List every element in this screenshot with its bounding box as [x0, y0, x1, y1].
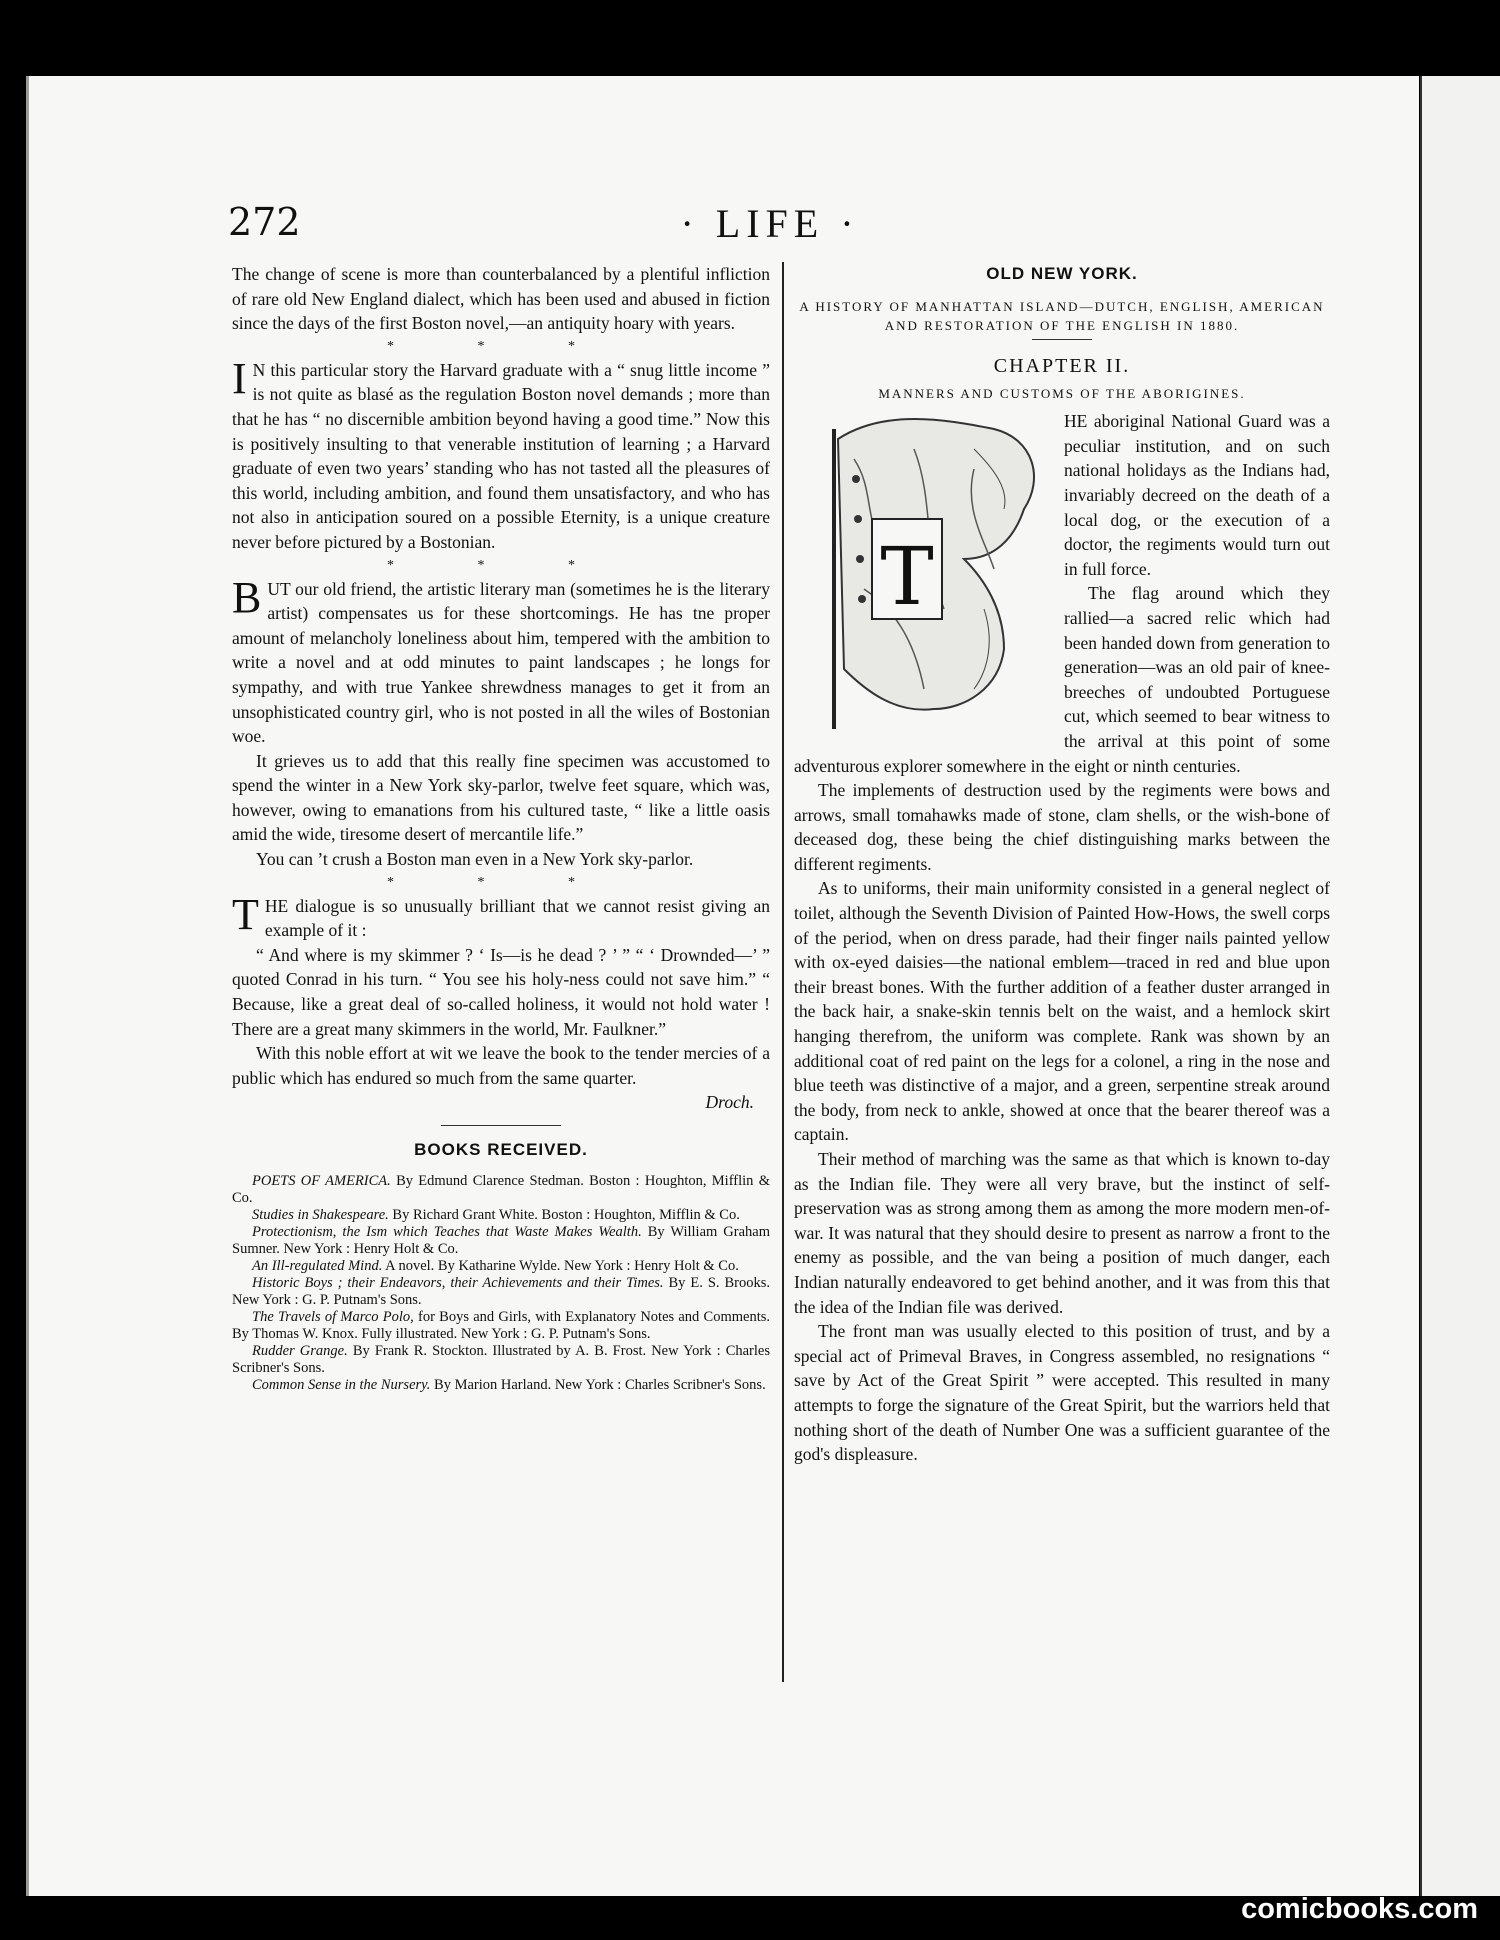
paragraph-text: N this particular story the Harvard graduate with a “ snug little income ” is not quite as blasé as the regulation Boston novel demands ; more than that he has “ no discernible ambition beyond having a good time.” Now this is positively insulting to that venerable institution of learning ; a Harvard graduate of even two years’ standing who has not tasted all the pleasures of this world, including ambition, and found them unsatisfactory, and who has not also in anticipation soured on a possible Eternity, is a unique creature never before pictured by a Bostonian.: [232, 359, 770, 552]
book-details: By Richard Grant White. Boston : Houghton, Mifflin & Co.: [388, 1206, 740, 1223]
drop-cap: I: [232, 353, 247, 403]
column-rule: [782, 262, 784, 1682]
article-heading: OLD NEW YORK.: [986, 264, 1138, 283]
paragraph: It grieves us to add that this really fine specimen was accustomed to spend the winter in a New York sky-parlor, twelve feet square, which was, however, owing to emanations from his cultured taste, “ like a little oasis amid the wide, tiresome desert of mercantile life.”: [232, 750, 770, 845]
book-title: Historic Boys ; their Endeavors, their Achievements and their Times.: [252, 1274, 664, 1291]
book-entry: [232, 1207, 770, 1224]
paragraph: The change of scene is more than counterbalanced by a plentiful infliction of rare old New England dialect, which has been used and abused in fiction since the days of the first Boston novel,—an antiquity hoary with years.: [232, 264, 770, 334]
book-title: Common Sense in the Nursery.: [252, 1376, 431, 1393]
book-entry: [232, 1258, 770, 1275]
paragraph: “ And where is my skimmer ? ‘ Is—is he dead ? ’ ” “ ‘ Drownded—’ ” quoted Conrad in his turn. “ You see his holy-ness could not save him.” “ Because, like a great deal of so-called holiness, it would not hold water ! There are a great many skimmers in the world, Mr. Faulkner.”: [232, 944, 770, 1039]
book-entry: [232, 1343, 770, 1377]
paragraph: You can ’t crush a Boston man even in a New York sky-parlor.: [256, 849, 694, 870]
divider: [1032, 339, 1092, 340]
page-number: 272: [228, 200, 301, 244]
flag-illustration: [794, 409, 1056, 737]
paragraph: [232, 572, 770, 749]
article-subtitle: A HISTORY OF MANHATTAN ISLAND—DUTCH, ENGLISH, AMERICAN AND RESTORATION OF THE ENGLISH IN 1880.: [799, 298, 1325, 333]
paragraph: The flag around which they rallied—a sacred relic which had been handed down from generation to generation—was an old pair of knee-breeches of undoubted Portuguese cut, which seemed to bear witness to the arrival at this point of some adventurous explorer somewhere in the eight or ninth centuries.: [794, 583, 1330, 776]
drop-cap: T: [232, 889, 259, 939]
chapter-title: CHAPTER II.: [993, 354, 1131, 377]
book-details: By Edmund Clarence Stedman. Boston : Houghton, Mifflin & Co.: [232, 1172, 770, 1206]
book-details: for Boys and Girls, with Explanatory Notes and Comments. By Thomas W. Knox. Fully illustrated. New York : G. P. Putnam's Sons.: [232, 1308, 770, 1342]
book-title: Rudder Grange.: [252, 1342, 348, 1359]
signature: Droch.: [705, 1092, 754, 1113]
paragraph: Their method of marching was the same as that which is known to-day as the Indian file. They were all very brave, but the instinct of self-preservation was as strong among them as among the more modern men-of-war. It was natural that they should desire to present as narrow a front to the enemy as possible, and the van being a position of much danger, each Indian naturally endeavored to get behind another, and it was from this that the idea of the Indian file was derived.: [794, 1149, 1330, 1317]
knee-breeches-flag-image: [794, 409, 1056, 737]
paragraph: [232, 353, 770, 555]
paragraph: With this noble effort at wit we leave the book to the tender mercies of a public which has endured so much from the same quarter.: [232, 1043, 770, 1088]
books-list: [232, 1173, 770, 1394]
book-entry: [232, 1309, 770, 1343]
section-break: * * *: [387, 338, 615, 354]
book-entry: [232, 1275, 770, 1309]
book-details: A novel. By Katharine Wylde. New York : Henry Holt & Co.: [382, 1257, 739, 1274]
watermark: comicbooks.com: [1241, 1893, 1478, 1925]
chapter-subtitle: MANNERS AND CUSTOMS OF THE ABORIGINES.: [878, 386, 1246, 402]
paragraph: The front man was usually elected to this position of trust, and by a special act of Primeval Braves, in Congress assembled, no resignations “ save by Act of the Great Spirit ” were accepted. This resulted in many attempts to forge the signature of the Great Spirit, but the warriors held that nothing short of the death of Number One was a sufficient guarantee of the god's displeasure.: [794, 1321, 1330, 1465]
book-details: By E. S. Brooks. New York : G. P. Putnam's Sons.: [232, 1274, 770, 1308]
book-title: Studies in Shakespeare.: [252, 1206, 389, 1223]
book-entry: [232, 1224, 770, 1258]
book-details: By William Graham Sumner. New York : Henry Holt & Co.: [232, 1223, 770, 1257]
book-entry: [232, 1173, 770, 1207]
paragraph-text: UT our old friend, the artistic literary man (sometimes he is the literary artist) compensates us for these shortcomings. He has tne proper amount of melancholy loneliness about him, tempered with the ambition to write a novel and at odd minutes to paint landscapes ; he longs for sympathy, and with true Yankee shrewdness manages to get it from an unsophisticated country girl, who is not posted in all the wiles of Bostonian woe.: [232, 578, 770, 747]
section-break: * * *: [387, 874, 615, 890]
book-title: Protectionism, the Ism which Teaches that Waste Makes Wealth.: [252, 1223, 642, 1240]
book-entry: [232, 1377, 770, 1394]
paragraph: [232, 889, 770, 943]
divider: [441, 1125, 561, 1126]
illustrated-initial: T: [880, 530, 934, 624]
left-column: [232, 262, 770, 1394]
book-title: POETS OF AMERICA.: [252, 1172, 391, 1189]
paragraph: The implements of destruction used by the regiments were bows and arrows, small tomahawks made of stone, clam shells, or the wish-bone of deceased dog, these being the chief distinguishing marks between the different regiments.: [794, 780, 1330, 874]
paragraph: HE aboriginal National Guard was a peculiar institution, and on such national holidays as the Indians had, invariably decreed on the death of a local dog, or the execution of a doctor, the regiments would turn out in full force.: [1064, 411, 1330, 579]
right-column: [794, 262, 1330, 1467]
paragraph-text: HE dialogue is so unusually brilliant that we cannot resist giving an example of it :: [264, 895, 770, 941]
book-details: By Marion Harland. New York : Charles Scribner's Sons.: [430, 1376, 766, 1393]
book-title: The Travels of Marco Polo,: [252, 1308, 414, 1325]
paragraph: As to uniforms, their main uniformity consisted in a general neglect of toilet, although the Seventh Division of Painted How-Hows, the swell corps of the period, when on dress parade, had their finger nails painted yellow with ox-eyed daisies—the national emblem—traced in red and blue upon their breast bones. With the further addition of a feather duster arranged in the back hair, a snake-skin tennis belt on the waist, and a hemlock skirt hanging therefrom, the uniform was complete. Rank was shown by an additional coat of red paint on the legs for a colonel, a ring in the nose and blue teeth was distinctive of a major, and a green, serpentine streak around the body, from neck to ankle, showed at once that the bearer thereof was a captain.: [794, 878, 1330, 1145]
section-break: * * *: [387, 557, 615, 573]
drop-cap: B: [232, 572, 262, 622]
page-header: [200, 200, 1340, 260]
books-heading: BOOKS RECEIVED.: [414, 1140, 588, 1159]
magazine-title: · LIFE ·: [680, 201, 860, 246]
book-title: An Ill-regulated Mind.: [252, 1257, 383, 1274]
next-page-edge: [1420, 76, 1500, 1896]
book-details: By Frank R. Stockton. Illustrated by A. B. Frost. New York : Charles Scribner's Sons.: [232, 1342, 770, 1376]
